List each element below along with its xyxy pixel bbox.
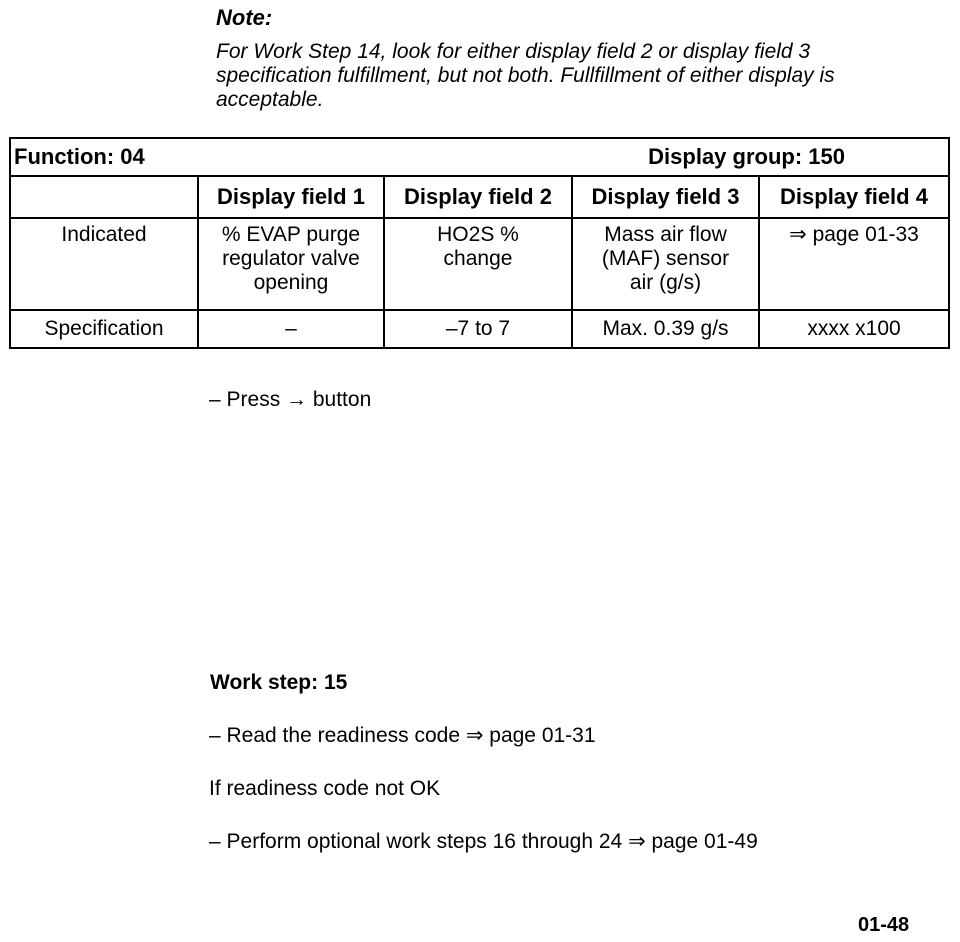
field-header: Display field 3: [572, 176, 759, 218]
table-cell: [759, 218, 949, 310]
function-label: Function: 04: [14, 144, 145, 169]
table-row-specification: [10, 310, 949, 348]
table-cell: [384, 218, 572, 310]
note-body: [216, 40, 951, 112]
readiness-condition: If readiness code not OK: [209, 777, 441, 800]
table-row-indicated: [10, 218, 949, 310]
note-line: For Work Step 14, look for either display field 2 or display field 3: [216, 40, 811, 63]
table-header-row: [10, 138, 949, 176]
empty-corner-cell: [10, 176, 198, 218]
note-line: acceptable.: [216, 88, 324, 111]
cell-line: (MAF) sensor: [601, 247, 730, 270]
cell-line: Mass air flow: [604, 223, 727, 246]
display-group-table: [9, 137, 950, 349]
cell-line: air (g/s): [629, 271, 702, 294]
perform-steps-instruction: – Perform optional work steps 16 through 24 ⇒ page 01-49: [209, 830, 758, 853]
field-header: Display field 1: [198, 176, 384, 218]
cell-line: regulator valve: [222, 247, 360, 270]
read-readiness-instruction: – Read the readiness code ⇒ page 01-31: [209, 724, 596, 747]
display-group-label: Display group: 150: [648, 144, 845, 169]
cell-line: ⇒ page 01-33: [789, 223, 919, 246]
cell-line: % EVAP purge: [221, 223, 361, 246]
cell-line: change: [443, 247, 513, 270]
note-title: Note:: [216, 5, 273, 30]
function-header-cell: [10, 138, 949, 176]
field-header-row: [10, 176, 949, 218]
cell-line: HO2S %: [437, 223, 519, 246]
table-cell: Max. 0.39 g/s: [572, 310, 759, 348]
row-label: Specification: [10, 310, 198, 348]
table-cell: [198, 218, 384, 310]
table-cell: –7 to 7: [384, 310, 572, 348]
table-cell: xxxx x100: [759, 310, 949, 348]
note-block: [216, 4, 951, 112]
note-line: specification fulfillment, but not both. Fullfillment of either display is: [216, 64, 835, 87]
page-number: 01-48: [858, 914, 910, 936]
work-step-heading: Work step: 15: [210, 671, 348, 694]
row-label: Indicated: [10, 218, 198, 310]
table-cell: [572, 218, 759, 310]
cell-line: opening: [253, 271, 329, 294]
press-button-instruction: – Press → button: [209, 388, 372, 411]
table-cell: –: [198, 310, 384, 348]
field-header: Display field 4: [759, 176, 949, 218]
field-header: Display field 2: [384, 176, 572, 218]
